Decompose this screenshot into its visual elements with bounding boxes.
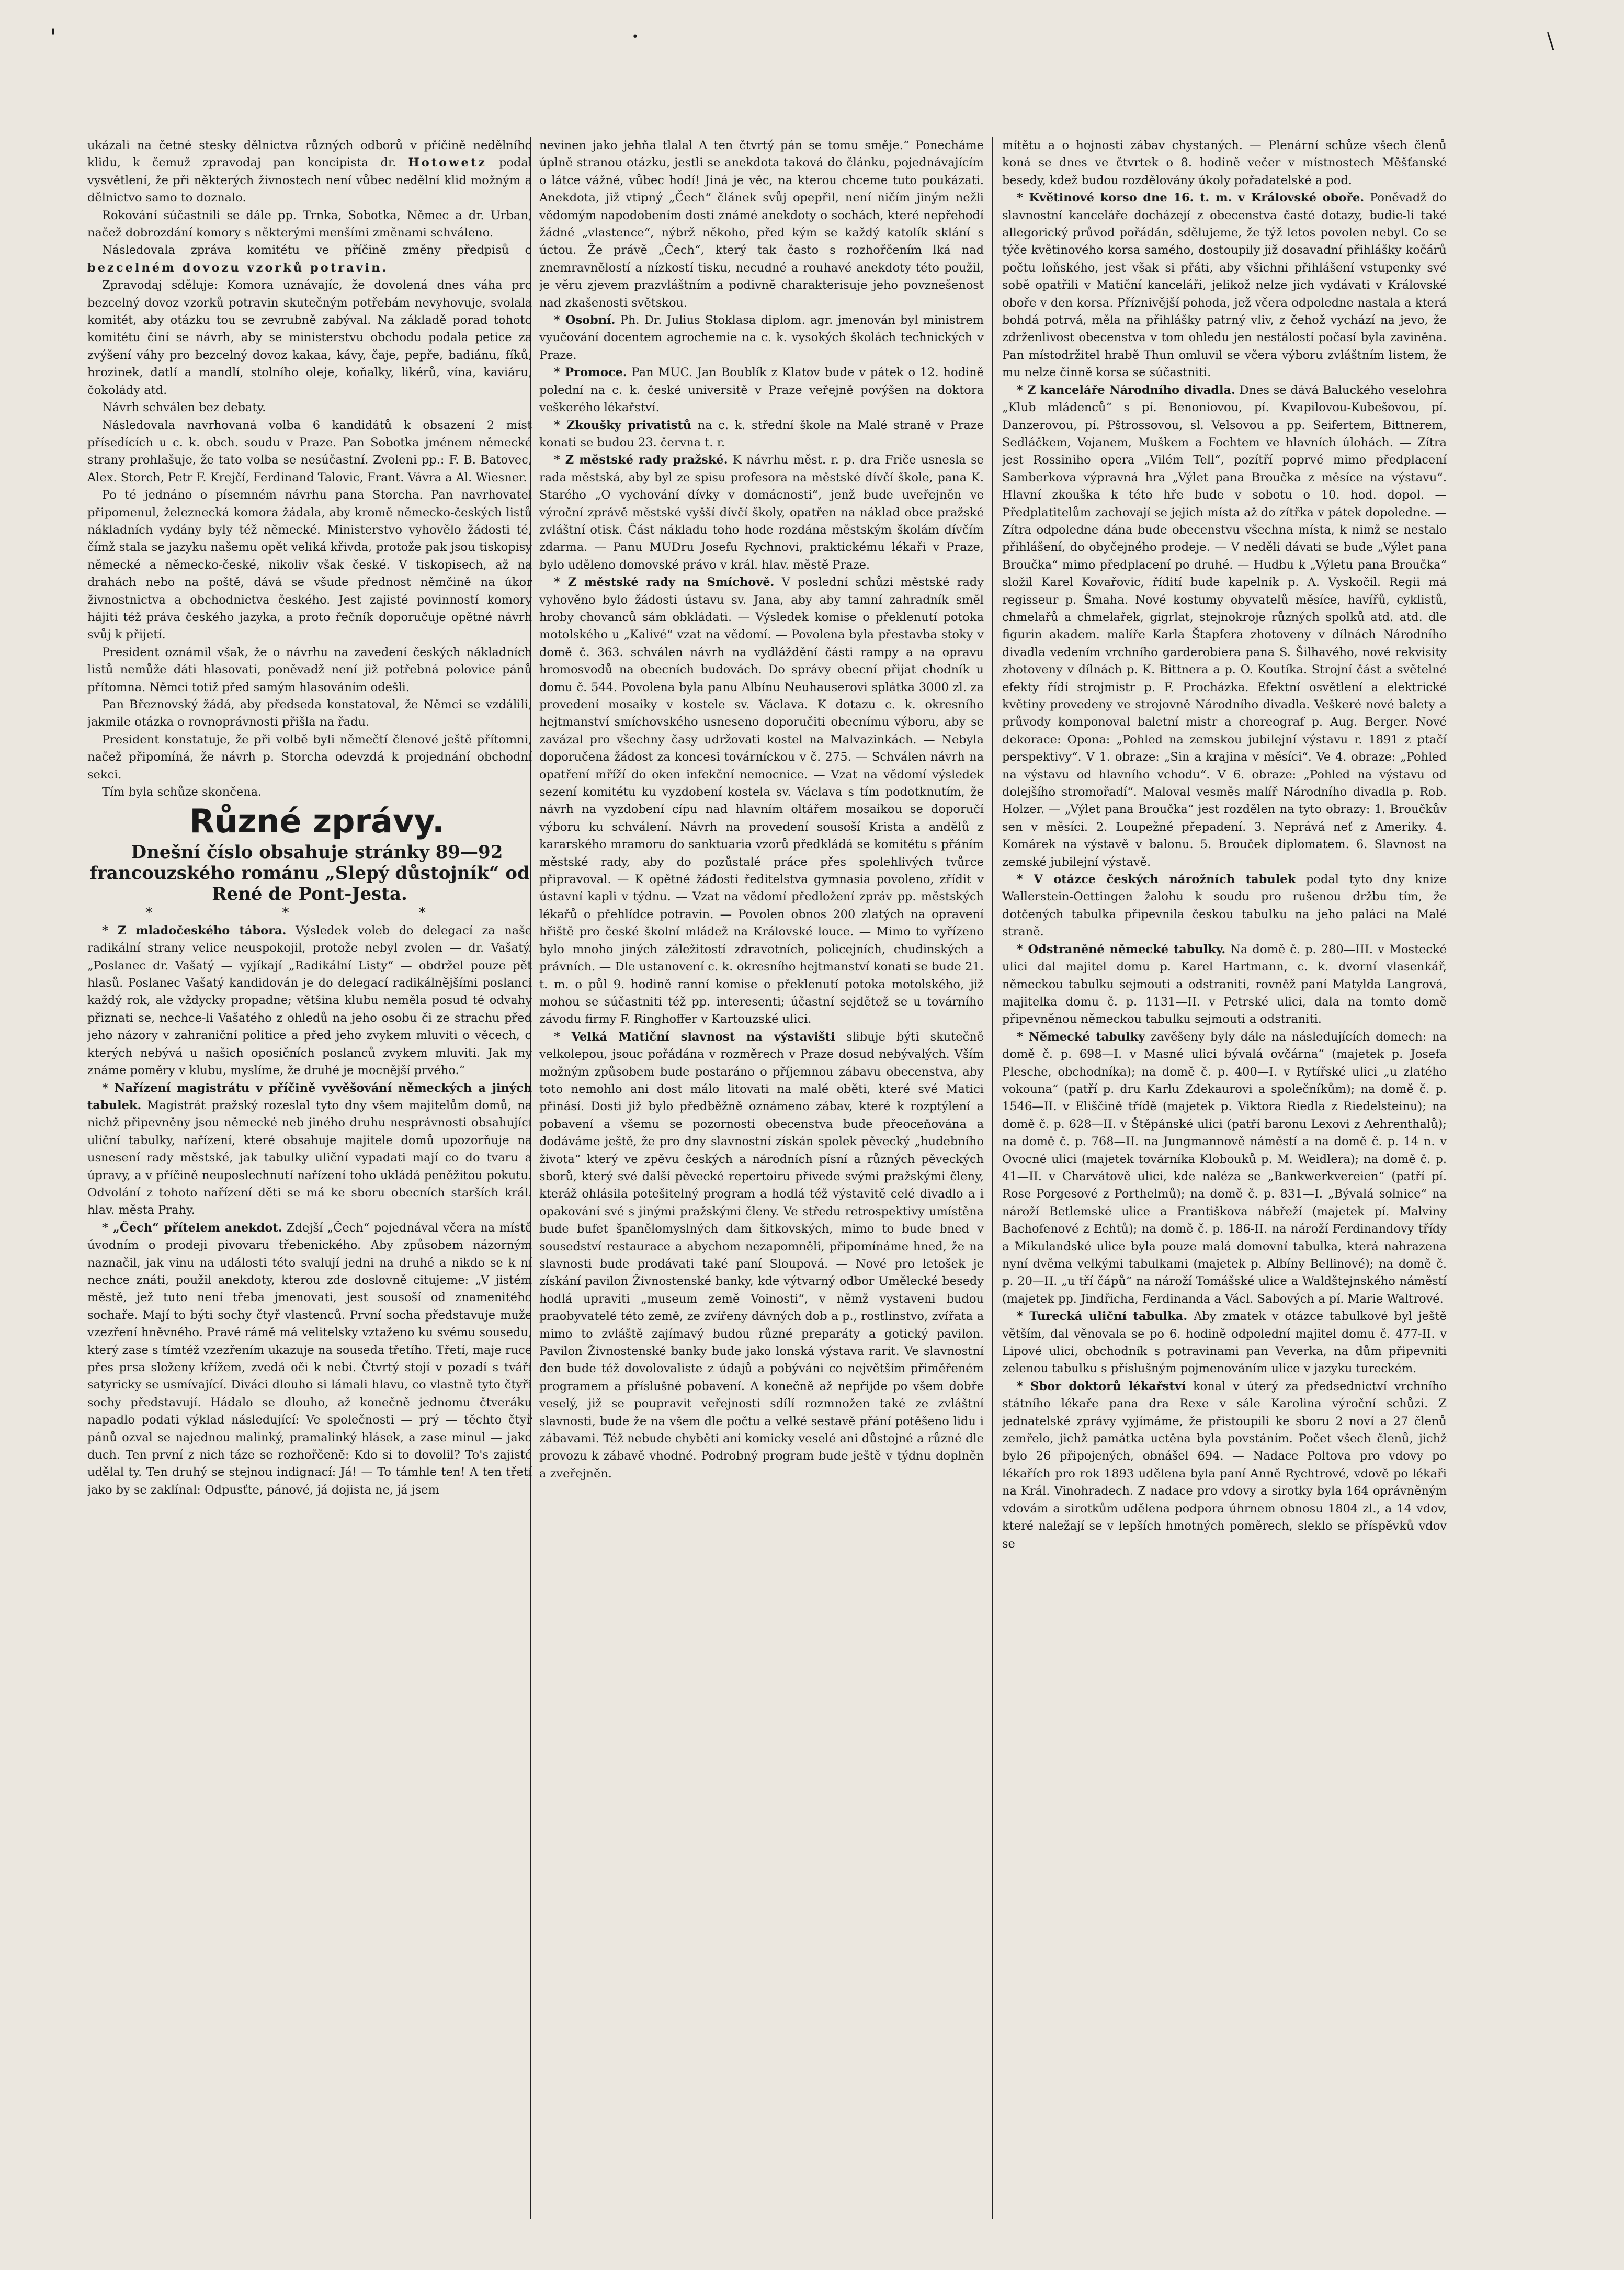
news-item: * Velká Matiční slavnost na výstavišti slibuje býti skutečně velkolepou, jsouc pořádána v rozměrech v Praze dosud nebývalých. Vším možným způsobem bude postaráno o příjemnou zábavu obecenstva, aby toto nemohlo ani dost málo litovati na malé oběti, které své Matici přinásí. Dosti již bylo předběžně oznámeno zábav, které k rozptýlení a pobavení a všemu se pozornosti obecenstva bude přeoceňována a dodáváme ještě, že pro dny slavnostní získán spolek pěvecký „hudebního života“ který ve zpěvu českých a národních písní a různých pěveckých sborů, který své další pěvecké repertoiru přivede svými pražskými členy, kteráž ohlásila potešitelný program a hodlá též výstavitě celé divadlo a i opakování své s jinými pražskými členy. Ve středu retrospektivy umístěna bude bufet španělomyslných dam šitkovských, mimo to bude bned v sousedství restaurace a abychom nezapomněli, připomínáme hned, že na slavnosti bude prodávati také paní Sloupová. — Nové pro letošek je získání pavilon Živnostenské banky, kde výtvarný odbor Umělecké besedy hodlá upraviti „museum země Voinosti“, v němž vystaveni budou praobyvatelé této země, ze zvířeny dávných dob a p., rostlinstvo, zvířata a mimo to zvláště zajímavý budou různé preparáty a gotický pavilon. Pavilon Živnostenské banky bude jako lonská výstava rarit. Ve slavnostní den bude též dovolovaliste z údajů a pobýváni co největším přiměřeném programem a příslušné pobavení. A konečně až nepřijde po všem dobře veselý, již se poupravit veřejnosti sdílí rozmnožen také ze zvláštní slavnosti, bude že na všem dle počtu a velké sestavě přání potěšeno lidu i zábavami. Též nebude chyběti ani komicky veselé ani důstojné a různé dle provozu k zábavě vhodné. Podrobný program bude ještě v týdnu doplněn a zveřejněn. xyxy=(539,1030,984,1481)
news-item: * Německé tabulky zavěšeny byly dále na následujících domech: na domě č. p. 698—I. v Masné ulici bývalá ovčárna“ (majetek p. Josefa Plesche, obchodníka); na domě č. p. 400—I. v Rytířské ulici „u zlatého vokouna“ (patří p. dru Karlu Zdekaurovi a společníkům); na domě č. p. 1546—II. v Eliščině třídě (majetek p. Viktora Riedla z Riedelsteinu); na domě č. p. 628—II. v Štěpánské ulici (patří baronu Lexovi z Aehrenthalů); na domě č. p. 768—II. na Jungmannově náměstí a na domě č. p. 14 n. v Ovocné ulici (majetek továrníka Klobouků p. M. Weidlera); na domě č. p. 41—II. v Charvátově ulici, kde naléza se „Bankwerkvereien“ (patří pí. Rose Porgesové z Porthelmů); na domě č. p. 831—I. „Bývalá solnice“ na nároží Betlemské ulice a Františkova nábřeží (majetek pí. Malviny Bachofenové z Echtů); na domě č. p. 186-II. na nároží Ferdinandovy třídy a Mikulandské ulice byla pouze malá domovní tabulka, která nahrazena nyní dvěma velkými tabulkami (majetek p. Albíny Bellinové); na domě č. p. 20—II. „u tří čápů“ na nároží Tomášské ulice a Waldštejnského náměstí (majetek pp. Jindřicha, Ferdinanda a Václ. Sabových a pí. Marie Waltrové. xyxy=(1002,1030,1447,1306)
news-item-kicker: * Z městské rady pražské. xyxy=(554,453,728,467)
news-item: * Z městské rady pražské. K návrhu měst. r. p. dra Friče usnesla se rada městská, aby byl ze spisu profesora na městské dívčí škole, pana K. Starého „O vychování dívky v domácnosti“, jenž bude uveřejněn ve výroční zprávě městské vyšší dívčí školy, opatřen na náklad obce pražské zvláštní otisk. Část nákladu toho hode rozdána městským školám dívčím zdarma. — Panu MUDru Josefu Rychnovi, praktickému lékaři v Praze, bylo uděleno domovské právo v král. hlav. městě Praze. xyxy=(539,453,984,572)
news-item-kicker: * Odstraněné německé tabulky. xyxy=(1017,942,1226,956)
section-heading: Různé zprávy. xyxy=(189,802,445,841)
news-item: * Nařízení magistrátu v příčině vyvěšování německých a jiných tabulek. Magistrát pražský rozeslal tyto dny všem majitelům domů, na nichž připevněny jsou německé neb jiného druhu nesprávnosti obsahující uliční tabulky, nařízení, které obsahuje majitele domů upozorňuje na usnesení rady městské, jak tabulky uliční vypadati mají co do tvaru a úpravy, a v příčině neuposlechnutí nařízení toho ukládá peněžitou pokutu. Odvolání z tohoto nařízení děti se má ke sboru obecních starších král. hlav. města Prahy. xyxy=(87,1081,532,1217)
page-mark-right: \ xyxy=(1547,29,1554,53)
article-paragraph: Pan Březnovský žádá, aby předseda konstatoval, že Němci se vzdálili, jakmile otázka o rovnoprávnosti přišla na řadu. xyxy=(87,698,532,729)
news-item: * Sbor doktorů lékařství konal v úterý za předsednictví vrchního státního lékaře pana dra Rexe v sále Karolina výroční schůzi. Z jednatelské zprávy vyjímáme, že přistoupili ke sboru 2 noví a 27 členů zemřelo, jichž památka uctěna byla povstáním. Počet všech členů, jichž bylo 26 připojených, obnášel 694. — Nadace Poltova pro vdovy po lékařích pro rok 1893 udělena byla paní Anně Rychtrové, vdově po lékaři na Král. Vinohradech. Z nadace pro vdovy a sirotky byla 164 oprávněným vdovám a sirotkům udělena podpora úhrnem obnosu 1804 zl., a 14 vdov, které naležají se v lepších hmotných poměrech, sleklo se příspěvků vdov se xyxy=(1002,1379,1447,1551)
news-item: * Osobní. Ph. Dr. Julius Stoklasa diplom. agr. jmenován byl ministrem vyučování docentem agrochemie na c. k. vysokých školách technických v Praze. xyxy=(539,313,984,362)
article-paragraph: Zpravodaj sděluje: Komora uznávajíc, že dovolená dnes váha pro bezcelný dovoz vzorků potravin skutečným potřebám nevyhovuje, svolala komitét, aby otázku tou se zevrubně zabýval. Na základě porad tohoto komitétu činí se návrh, aby se ministerstvu obchodu podala petice za zvýšení váhy pro bezcelný dovoz kakaa, kávy, čaje, pepře, badiánu, fíků, hrozinek, datlí a mandlí, stolního oleje, koňalky, likérů, vína, kaviáru, čokolády atd. xyxy=(87,278,532,397)
article-paragraph: Po té jednáno o písemném návrhu pana Storcha. Pan navrhovatel připomenul, železnecká komora žádala, aby kromě německo-českých listů nákladních vydány byly též německé. Ministerstvo vyhovělo žádosti té, čímž stala se jazyku našemu opět veliká křivda, protože pak jsou tiskopisy německé a německo-české, nikoliv však české. V tiskopisech, až na drahách nebo na poště, dává se všude přednost němčině na úkor živnostnictva a obchodnictva českého. Jest zajisté povinností komory hájiti též práva českého jazyka, a proto řečník doporučuje opětné návrh svůj k přijetí. xyxy=(87,488,532,642)
news-item: * Z kanceláře Národního divadla. Dnes se dává Baluckého veselohra „Klub mládenců“ s pí. Benoniovou, pí. Kvapilovou-Kubešovou, pí. Danzerovou, pí. Pštrossovou, sl. Velsovou a pp. Seifertem, Bittnerem, Sedláčkem, Vojanem, Muškem a Fochtem ve hlavních úlohách. — Zítra jest Rossiniho opera „Vilém Tell“, pozítří poprvé mimo předplacení Samberkova výpravná hra „Výlet pana Broučka z měsíce na výstavu“. Hlavní zkouška k této hře bude v sobotu o 10. hod. dopol. — Předplatitelům zachovají se jejich místa až do zítřka v pátek dopoledne. — Zítra odpoledne dána bude obecenstvu všechna místa, k nimž se nestalo přihlášení, do obyčejného prodeje. — V neděli dávati se bude „Výlet pana Broučka“ mimo předplacení po druhé. — Hudbu k „Výletu pana Broučka“ složil Karel Kovařovic, řídití bude kapelník p. A. Vyskočil. Regii má regisseur p. Šmaha. Nové kostumy obyvatelů měsíce, havířů, cyklistů, chmelařů a chmelařek, gigrlat, stejnokroje různých spolků atd. atd. dle figurin akadem. malíře Karla Štapfera zhotoveny v dílnách Národního divadla vedením vrchního garderobiera pana S. Šilhavého, nové rekvisity zhotoveny v dílnách p. K. Bittnera a p. O. Koutíka. Strojní část a světelné efekty řídí strojmistr p. F. Procházka. Efektní osvětlení a elektrické květiny provedeny ve strojovně Národního divadla. Veškeré nové balety a průvody komponoval baletní mistr a choreograf p. Aug. Berger. Nové dekorace: Opona: „Pohled na zemskou jubilejní výstavu r. 1891 z ptačí perspektivy“. V 1. obraze: „Sin a krajina v měsíci“. Ve 4. obraze: „Pohled na výstavu od hlavního vchodu“. V 6. obraze: „Pohled na výstavu od dolejšího stromořadí“. Maloval vesměs malíř Národního divadla p. Rob. Holzer. — „Výlet pana Broučka“ jest rozdělen na tyto obrazy: 1. Broučkův sen v měsíci. 2. Loupežné přepadení. 3. Neprává neť z Ameriky. 4. Komárek na výstavě v balonu. 5. Brouček diplomatem. 6. Slavnost na zemské jubilejní výstavě. xyxy=(1002,383,1447,869)
article-paragraph: mítětu a o hojnosti zábav chystaných. — Plenární schůze všech členů koná se dnes ve čtvrtek o 8. hodině večer v místnostech Měšťanské besedy, kdež budou rozdělovány úkoly pořadatelské a pod. xyxy=(1002,139,1447,187)
column-1 xyxy=(87,137,532,2219)
article-paragraph: Následovala navrhovaná volba 6 kandidátů k obsazení 2 míst přísedících u c. k. obch. soudu v Praze. Pan Sobotka jménem německé strany prohlašuje, že tato volba se nesúčastní. Zvoleni pp.: F. B. Batovec, Alex. Storch, Petr F. Krejčí, Ferdinand Talovic, Frant. Vávra a Al. Wiesner. xyxy=(87,418,532,484)
article-paragraph: nevinen jako jehňa tlalal A ten čtvrtý pán se tomu směje.“ Ponecháme úplně stranou otázku, jestli se anekdota taková do článku, pojednávajícím o látce vážné, vůbec hodí! Jiná je věc, na kterou chceme tuto poukázati. Anekdota, již vtipný „Čech“ článek svůj opepřil, není ničím jiným nežli vědomým napodobením dosti známé anekdoty o sochách, které nepřehodí žádné „vlastence“, nýbrž někoho, před kým se každý katolík sklání s úctou. Že právě „Čech“, který tak často s rozhořčením lká nad znemravnělostí a nízkostí tisku, necudné a rouhavé anekdoty této použil, je věru zjevem prazvláštním a podivně charakterisuje jeho povznešenost nad zkašenosti světskou. xyxy=(539,139,984,310)
article-paragraph: Rokování súčastnili se dále pp. Trnka, Sobotka, Němec a dr. Urban, načež dobrozdání komory s některými menšími změnami schváleno. xyxy=(87,208,532,240)
news-item-kicker: * V otázce českých nárožních tabulek xyxy=(1017,873,1296,887)
news-item: * Odstraněné německé tabulky. Na domě č. p. 280—III. v Mostecké ulici dal majitel domu p. Karel Hartmann, c. k. dvorní vlasenkář, německou tabulku sejmouti a odstraniti, rovněž paní Matylda Langrová, majitelka domu č. p. 1131—II. v Petrské ulici, dala na tomto domě připevněnou německou tabulku sejmouti a odstraniti. xyxy=(1002,942,1447,1026)
article-paragraph: President oznámil však, že o návrhu na zavedení českých nákladních listů nemůže dáti hlasovati, poněvadž není již potřebná polovice pánů přítomna. Němci totiž před samým hlasováním odešli. xyxy=(87,645,532,694)
news-item-kicker: * „Čech“ přítelem anekdot. xyxy=(102,1221,282,1235)
news-item-kicker: * Z mladočeského tábora. xyxy=(102,923,287,938)
article-paragraph: ukázali na četné stesky dělnictva různých odborů v příčině nedělního klidu, k čemuž zpravodaj pan koncipista dr. Hotowetz podal vysvětlení, že při některých živnostech není vůbec nedělní klid možným a dělnictvo samo to doznalo. xyxy=(87,139,532,205)
article-paragraph: Tím byla schůze skončena. xyxy=(102,785,262,799)
news-item: * Květinové korso dne 16. t. m. v Královské oboře. Poněvadž do slavnostní kanceláře docházejí z obecenstva časté dotazy, budie-li také allegorický průvod pořádán, sdělujeme, že týž letos povolen nebyl. Co se týče květinového korsa samého, dostoupily již dosavadní přihlášky kočárů počtu loňského, jest však si přáti, aby všichni přihlášení vstupenky své sobě opatřili v Matiční kanceláři, jelikož nelze jich vydávati v Královské oboře v den korsa. Příznivější pohoda, jež včera odpoledne nastala a která bohdá potrvá, měla na přihlášky patrný vliv, z čehož vychází na jevo, že zdrženlivost obecenstva v tom ohledu jen nestálostí počasí byla zaviněna. Pan místodržitel hrabě Thun omluvil se včera výboru zvláštním listem, že mu nelze činně korsa se súčastniti. xyxy=(1002,191,1447,380)
news-item-kicker: * Zkoušky privatistů xyxy=(554,418,692,432)
column-3 xyxy=(1002,137,1447,2219)
news-item-kicker: * Sbor doktorů lékařství xyxy=(1017,1379,1186,1393)
news-item-kicker: * Nařízení magistrátu v příčině vyvěšování německých a jiných tabulek. xyxy=(87,1081,532,1112)
news-item: * V otázce českých nárožních tabulek podal tyto dny knize Wallerstein-Oettingen žalohu k soudu pro rušenou držbu tím, že dotčených tabulka připevnila českou tabulku na jeho paláci na Malé straně. xyxy=(1002,873,1447,939)
news-item: * Promoce. Pan MUC. Jan Boublík z Klatov bude v pátek o 12. hodině polední na c. k. české universitě v Praze veřejně povýšen na doktora veškerého lékařství. xyxy=(539,366,984,415)
news-item-kicker: * Z městské rady na Smíchově. xyxy=(554,575,775,590)
news-item-kicker: * Květinové korso dne 16. t. m. v Královské oboře. xyxy=(1017,191,1365,205)
article-paragraph: Následovala zpráva komitétu ve příčině změny předpisů o bezcelném dovozu vzorků potravin. xyxy=(87,243,532,275)
news-item: * Turecká uliční tabulka. Aby zmatek v otázce tabulkové byl ještě větším, dal věnovala se po 6. hodině odpolední majitel domu č. 477-II. v Lipové ulici, obchodník s potravinami pan Veverka, na dům připevniti zelenou tabulku s příslušným pojmenováním ulice v jazyku tureckém. xyxy=(1002,1309,1447,1376)
news-item-kicker: * Turecká uliční tabulka. xyxy=(1017,1309,1188,1324)
page-mark-center: • xyxy=(632,30,639,43)
news-item: * „Čech“ přítelem anekdot. Zdejší „Čech“ pojednával včera na místě úvodním o prodeji pivovaru třebenického. Aby způsobem názorným naznačil, jak vinu na události této svalují jedni na druhé a nikdo se k ní nechce znáti, použil anekdoty, kterou zde doslovně citujeme: „V jistém městě, jež tuto není třeba jmenovati, jest sousoší od znamenitého sochaře. Mají to býti sochy čtyř vlastenců. První socha představuje muže vzezření hněvného. Pravé rámě má velitelsky vztaženo ku svému sousedu, který zase s tímtéž vzezřením ukazuje na souseda třetího. Třetí, maje ruce přes prsa složeny křížem, zvedá oči k nebi. Čtvrtý stojí v pozadí s tváří satyricky se usmívající. Diváci dlouho si lámali hlavu, co vlastně tyto čtyři sochy představují. Hádalo se dlouho, až konečně jednomu čtveráku napadlo podati výklad následující: Ve společnosti — prý — těchto čtyř pánů ozval se najednou malinký, pramalinký hlásek, a zase minul — jako duch. Ten první z nich táze se rozhořčeně: Kdo si to dovolil? To's zajisté udělal ty. Ten druhý se stejnou indignací: Já! — To támhle ten! A ten třetí jako by se zaklínal: Odpusťte, pánové, já dojista ne, já jsem xyxy=(87,1221,532,1497)
novel-notice: Dnešní číslo obsahuje stránky 89—92 francouzského románu „Slepý důstojník“ od René de Pont-Jesta. xyxy=(89,842,530,905)
column-rule-2 xyxy=(992,137,993,2219)
news-item-kicker: * Osobní. xyxy=(554,313,616,327)
news-item-kicker: * Promoce. xyxy=(554,366,627,380)
section-stars: * * * xyxy=(145,905,489,921)
news-item-kicker: * Z kanceláře Národního divadla. xyxy=(1017,383,1236,397)
news-item: * Z mladočeského tábora. Výsledek voleb do delegací za naše radikální strany velice neuspokojil, protože nebyl zvolen — dr. Vašatý. „Poslanec dr. Vašatý — vyjíkají „Radikální Listy“ — obdržel pouze pět hlasů. Poslanec Vašatý kandidován je do delegací radikálnějšími poslanci každý rok, ale vždycky propadne; většina klubu neměla posud té odvahy přiznati se, nechce-li Vašatého z ohledů na jeho osobu či ze strachu před jeho názory v zahraniční politice a před jeho zvykem mluviti o věcech, o kterých nebývá u našich oposičních poslanců zvykem mluviti. Jak my známe poměry v klubu, myslíme, že druhé je mocnější prvého.“ xyxy=(87,923,532,1078)
news-item-kicker: * Německé tabulky xyxy=(1017,1030,1145,1044)
news-item-kicker: * Velká Matiční slavnost na výstavišti xyxy=(554,1030,835,1044)
article-paragraph: Návrh schválen bez debaty. xyxy=(102,401,266,415)
news-item: * Z městské rady na Smíchově. V poslední schůzi městské rady vyhověno bylo žádosti ústavu sv. Jana, aby aby tamní zahradník směl hroby chovanců sám obkládati. — Výsledek komise o překlenutí potoka motolského u „Kalivé“ vzat na vědomí. — Povolena byla přestavba stoky v domě č. 363. schválen návrh na vydláždění části rampy a na opravu hromosvodů na obecních budovách. Do správy obecní přijat chodník u domu č. 544. Povolena byla panu Albínu Neuhauserovi splátka 3000 zl. za provedení mosaiky v kostele sv. Václava. K dotazu c. k. okresního hejtmanství smíchovského usneseno doporučiti obecnímu výboru, aby se zavázal pro všechny časy udržovati kostel na Malvazinkách. — Nebyla doporučena žádost za koncesi továrníckou v č. 275. — Schválen návrh na opatření mříží do oken infekční nemocnice. — Vzat na vědomí výsledek sezení komitétu ku vyzdobení kostela sv. Václava s tím podotknutím, že návrh na vyzdobení cípu nad hlavním oltářem mosaikou se doporučí výboru ku schválení. Návrh na provedení sousoší Krista a andělů z kararského mramoru do sanktuaria vzorů předkládá se komitétu s přáním městské rady, aby do pozůstalé práce přes spolehlivých tvůrce připravoval. — K opětné žádosti ředitelstva gymnasia povoleno, zřídit v ústavní kapli v týdnu. — Vzat na vědomí předložení zpráv pp. městských lékařů o přehlídce potravin. — Povolen obnos 200 zlatých na opravení hřiště pro české školní mládež na Královské louce. — Mimo to vyřízeno bylo mnoho jiných záležitostí zdravotních, policejních, chudinských a právních. — Dle ustanovení c. k. okresního hejtmanství konati se bude 21. t. m. o půl 9. hodině ranní komise o překlenutí potoka motolského, již mohou se súčastniti též pp. interesenti; účastní sejdětež se u továrního závodu firmy F. Ringhoffer v Kartouzské ulici. xyxy=(539,575,984,1026)
column-2 xyxy=(539,137,984,2219)
news-item: * Zkoušky privatistů na c. k. střední škole na Malé straně v Praze konati se budou 23. června t. r. xyxy=(539,418,984,449)
page-mark-left: ' xyxy=(50,25,56,49)
article-paragraph: President konstatuje, že při volbě byli němečtí členové ještě přítomni, načež připomíná, že návrh p. Storcha odevzdá k projednání obchodní sekci. xyxy=(87,732,532,782)
